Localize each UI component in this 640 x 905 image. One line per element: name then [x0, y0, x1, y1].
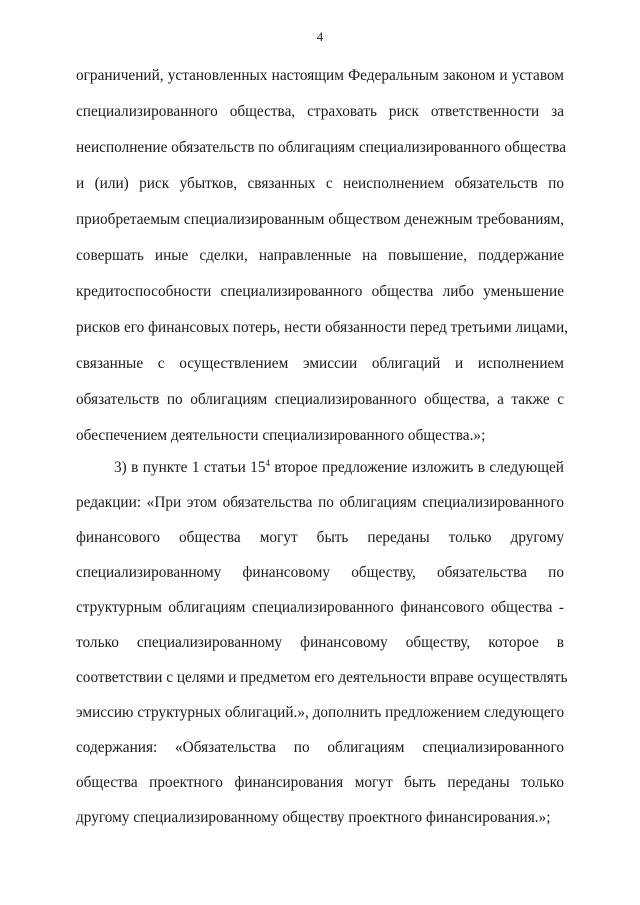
text-line: специализированного общества, страховать риск ответственности за — [76, 103, 564, 120]
text-line: содержания: «Обязательства по облигациям специализированного — [76, 739, 564, 756]
text-line: связанные с осуществлением эмиссии облигаций и исполнением — [76, 355, 564, 372]
text-line-first — [114, 458, 564, 478]
text-line: неисполнение обязательств по облигациям специализированного общества — [76, 139, 567, 156]
text-line: кредитоспособности специализированного общества либо уменьшение — [76, 283, 564, 300]
text-line: редакции: «При этом обязательства по облигациям специализированного — [76, 494, 564, 511]
text-line: и (или) риск убытков, связанных с неисполнением обязательств по — [76, 175, 564, 192]
text-line: структурным облигациям специализированного финансового общества - — [76, 599, 564, 616]
page-number: 4 — [316, 29, 324, 44]
article-superscript: 4 — [265, 457, 270, 468]
text-line: приобретаемым специализированным обществом денежным требованиям, — [76, 211, 564, 228]
amendment-item-text-continued: второе предложение изложить в следующей — [269, 459, 564, 476]
text-line: совершать иные сделки, направленные на повышение, поддержание — [76, 247, 564, 264]
text-line: соответствии с целями и предметом его деятельности вправе осуществлять — [76, 669, 568, 686]
text-line: ограничений, установленных настоящим Федеральным законом и уставом — [76, 67, 564, 84]
text-line: специализированному финансовому обществу, обязательства по — [76, 564, 564, 581]
amendment-item-text: 3) в пункте 1 статьи 15 — [114, 459, 266, 476]
text-line: только специализированному финансовому обществу, которое в — [76, 634, 564, 651]
text-line: финансового общества могут быть переданы только другому — [76, 529, 564, 546]
text-line: другому специализированному обществу проектного финансирования.»; — [76, 809, 551, 826]
text-line: общества проектного финансирования могут быть переданы только — [76, 774, 564, 791]
text-line: обязательств по облигациям специализированного общества, а также с — [76, 391, 564, 408]
text-line: рисков его финансовых потерь, нести обязанности перед третьими лицами, — [76, 319, 568, 336]
text-line: обеспечением деятельности специализированного общества.»; — [76, 427, 486, 444]
text-line: эмиссию структурных облигаций.», дополнить предложением следующего — [76, 704, 565, 721]
